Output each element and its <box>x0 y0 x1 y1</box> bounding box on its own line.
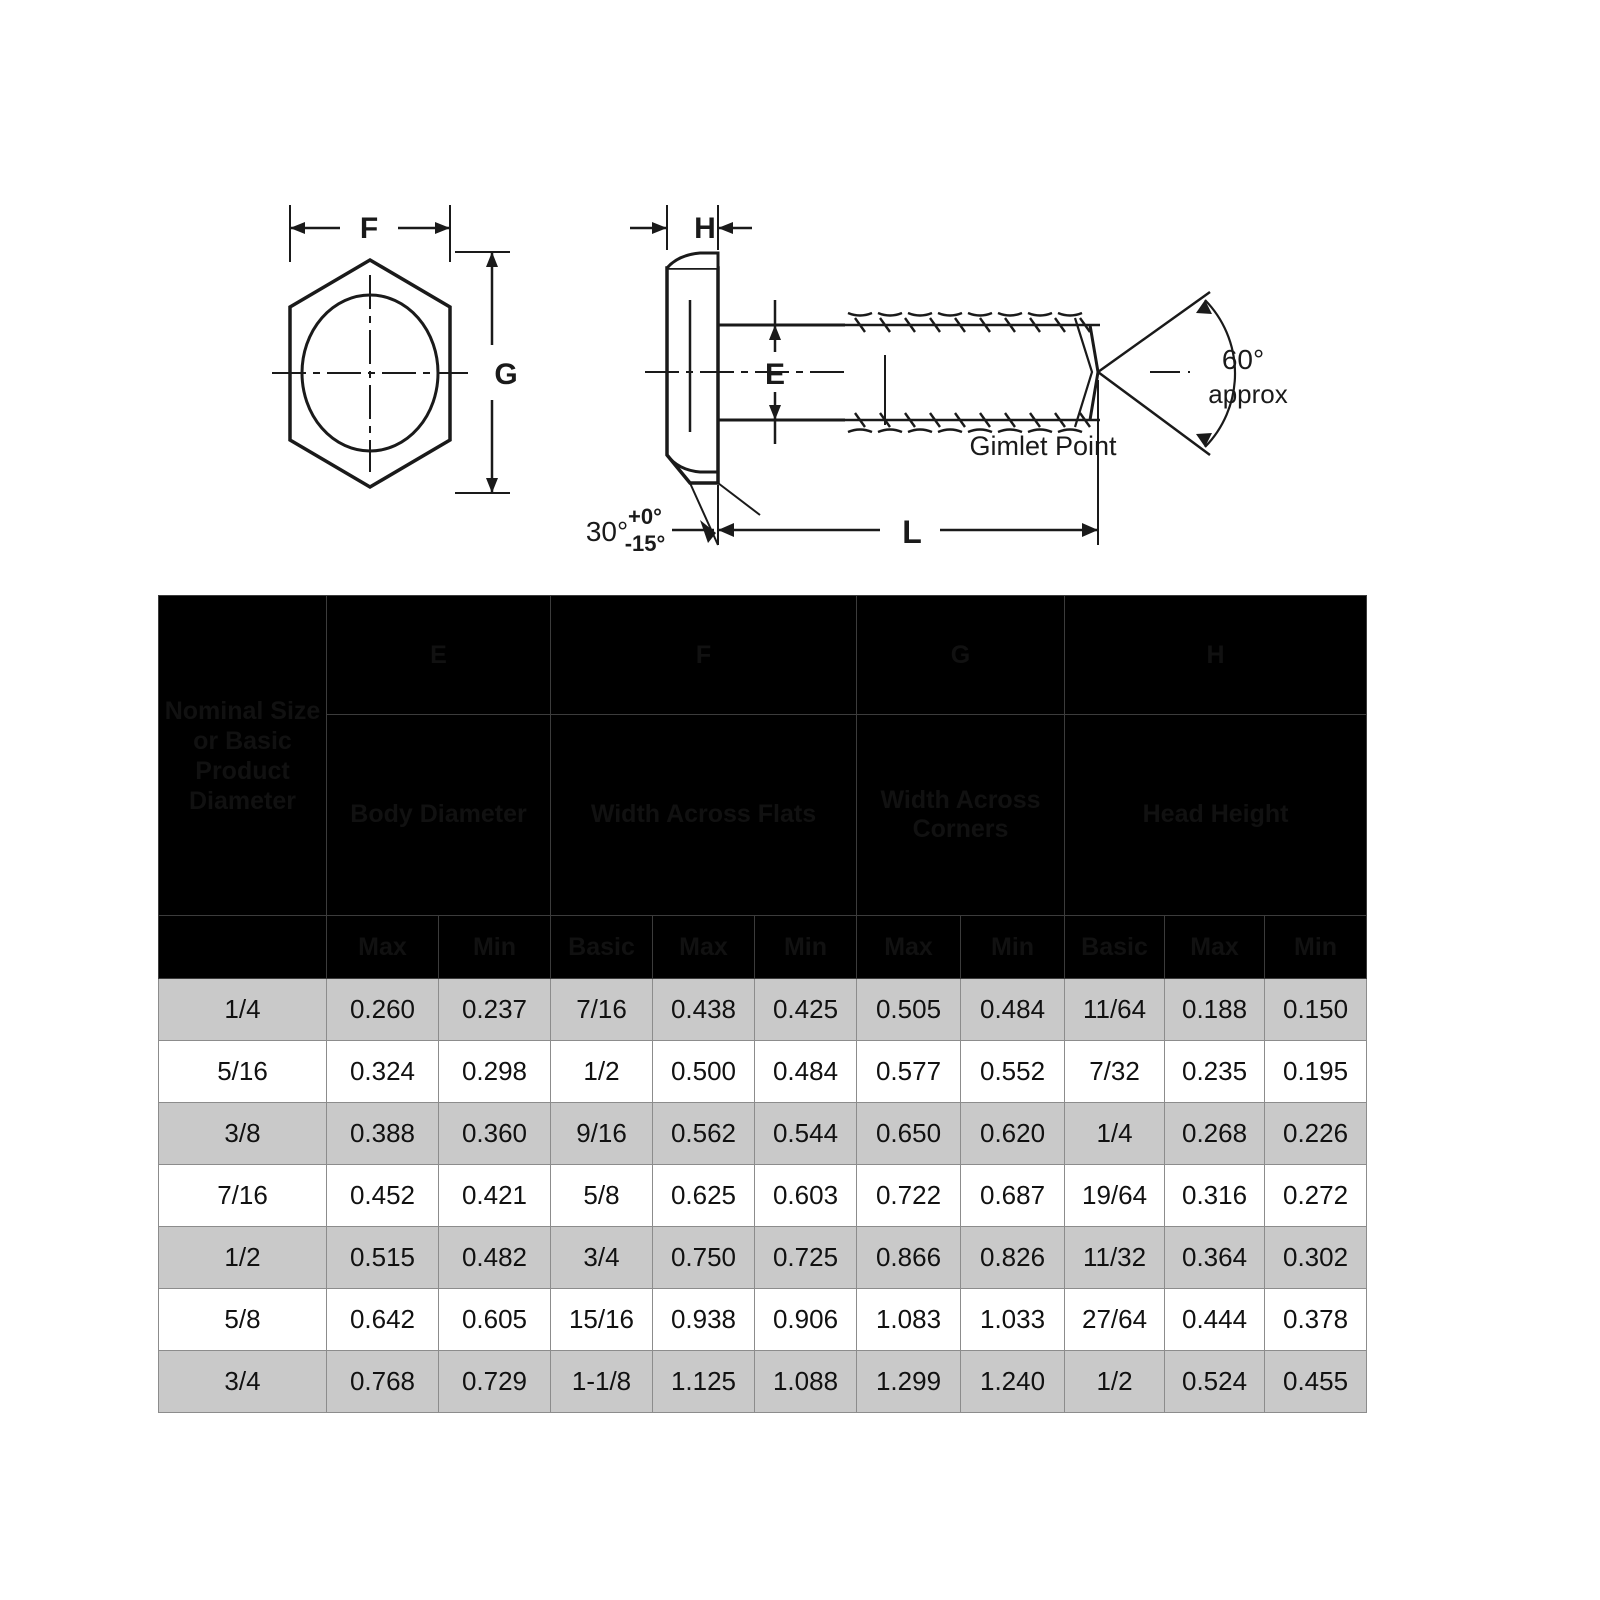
cell-value: 1/2 <box>551 1041 653 1103</box>
e-arrow-bottom <box>769 405 781 420</box>
label-e: E <box>764 358 786 391</box>
cell-value: 0.906 <box>755 1289 857 1351</box>
cell-value: 7/16 <box>551 979 653 1041</box>
cell-nominal: 1/4 <box>159 979 327 1041</box>
cell-value: 0.826 <box>961 1227 1065 1289</box>
cell-value: 0.237 <box>439 979 551 1041</box>
cell-value: 0.625 <box>653 1165 755 1227</box>
table-header-subheaders <box>159 916 1367 979</box>
header-sub-8: Max <box>1165 916 1265 979</box>
cell-value: 0.298 <box>439 1041 551 1103</box>
cell-value: 1-1/8 <box>551 1351 653 1413</box>
dimension-table-container <box>158 595 1366 1413</box>
f-arrow-right <box>435 222 450 234</box>
cell-value: 1/4 <box>1065 1103 1165 1165</box>
header-group-head-height: Head Height <box>1065 715 1367 916</box>
point-angle-arrow-top <box>1196 300 1212 314</box>
cell-value: 0.364 <box>1165 1227 1265 1289</box>
header-sub-3: Max <box>653 916 755 979</box>
label-f: F <box>359 212 379 245</box>
cell-value: 0.687 <box>961 1165 1065 1227</box>
label-point-angle: 60° <box>1221 344 1265 375</box>
cell-value: 0.750 <box>653 1227 755 1289</box>
h-arrow-left <box>652 222 667 234</box>
cell-value: 0.272 <box>1265 1165 1367 1227</box>
cell-value: 0.725 <box>755 1227 857 1289</box>
cell-value: 0.484 <box>755 1041 857 1103</box>
cell-value: 0.505 <box>857 979 961 1041</box>
cell-value: 0.620 <box>961 1103 1065 1165</box>
cell-value: 1.125 <box>653 1351 755 1413</box>
cell-value: 0.150 <box>1265 979 1367 1041</box>
cell-value: 9/16 <box>551 1103 653 1165</box>
cell-value: 0.605 <box>439 1289 551 1351</box>
cell-value: 0.768 <box>327 1351 439 1413</box>
e-arrow-top <box>769 325 781 340</box>
cell-value: 0.316 <box>1165 1165 1265 1227</box>
table-header-groups <box>159 715 1367 916</box>
cell-value: 5/8 <box>551 1165 653 1227</box>
header-letter-h: H <box>1065 596 1367 715</box>
bolt-dimension-diagram <box>0 0 1600 590</box>
cell-value: 0.722 <box>857 1165 961 1227</box>
header-group-width-across-corners: Width Across Corners <box>857 715 1065 916</box>
cell-value: 0.195 <box>1265 1041 1367 1103</box>
cell-value: 0.260 <box>327 979 439 1041</box>
table-row <box>159 979 1367 1041</box>
table-row <box>159 1227 1367 1289</box>
cell-value: 0.500 <box>653 1041 755 1103</box>
header-letter-g: G <box>857 596 1065 715</box>
angle-leader-line <box>718 483 760 515</box>
cell-value: 7/32 <box>1065 1041 1165 1103</box>
header-sub-4: Min <box>755 916 857 979</box>
bolt-head-side <box>667 268 718 483</box>
cell-value: 0.302 <box>1265 1227 1367 1289</box>
cell-value: 0.235 <box>1165 1041 1265 1103</box>
header-sub-blank <box>159 916 327 979</box>
label-head-angle: 30° <box>585 516 629 547</box>
h-arrow-right <box>718 222 733 234</box>
cell-nominal: 5/16 <box>159 1041 327 1103</box>
cell-value: 0.360 <box>439 1103 551 1165</box>
cell-value: 1.033 <box>961 1289 1065 1351</box>
cell-value: 0.577 <box>857 1041 961 1103</box>
cell-value: 0.455 <box>1265 1351 1367 1413</box>
cell-value: 0.544 <box>755 1103 857 1165</box>
header-sub-9: Min <box>1265 916 1367 979</box>
label-angle-tol-minus: -15° <box>624 531 666 556</box>
cell-value: 1.083 <box>857 1289 961 1351</box>
label-h: H <box>694 212 716 245</box>
cell-value: 0.524 <box>1165 1351 1265 1413</box>
gimlet-point-thread <box>1075 318 1092 427</box>
header-sub-0: Max <box>327 916 439 979</box>
cell-value: 19/64 <box>1065 1165 1165 1227</box>
cell-value: 0.650 <box>857 1103 961 1165</box>
l-arrow-left <box>718 523 734 537</box>
table-header-letters <box>159 596 1367 715</box>
header-sub-1: Min <box>439 916 551 979</box>
g-arrow-bottom <box>486 478 498 493</box>
cell-value: 0.388 <box>327 1103 439 1165</box>
header-group-width-across-flats: Width Across Flats <box>551 715 857 916</box>
table-row <box>159 1351 1367 1413</box>
label-l: L <box>902 514 922 550</box>
bolt-diagram-svg <box>0 0 1600 590</box>
cell-value: 0.552 <box>961 1041 1065 1103</box>
thread-section <box>845 313 1100 432</box>
cell-value: 0.421 <box>439 1165 551 1227</box>
table-row <box>159 1041 1367 1103</box>
table-row <box>159 1165 1367 1227</box>
cell-value: 0.452 <box>327 1165 439 1227</box>
cell-value: 0.268 <box>1165 1103 1265 1165</box>
cell-value: 3/4 <box>551 1227 653 1289</box>
cell-value: 11/64 <box>1065 979 1165 1041</box>
cell-value: 0.562 <box>653 1103 755 1165</box>
cell-value: 1.088 <box>755 1351 857 1413</box>
l-arrow-right <box>1082 523 1098 537</box>
cell-value: 0.425 <box>755 979 857 1041</box>
cell-value: 0.226 <box>1265 1103 1367 1165</box>
header-sub-7: Basic <box>1065 916 1165 979</box>
cell-value: 0.378 <box>1265 1289 1367 1351</box>
cell-value: 0.324 <box>327 1041 439 1103</box>
cell-value: 0.515 <box>327 1227 439 1289</box>
label-point-angle-note: approx <box>1208 379 1288 409</box>
label-g: G <box>494 358 518 391</box>
header-sub-2: Basic <box>551 916 653 979</box>
cell-value: 0.866 <box>857 1227 961 1289</box>
cell-nominal: 5/8 <box>159 1289 327 1351</box>
cell-value: 0.482 <box>439 1227 551 1289</box>
label-angle-tol-plus: +0° <box>628 504 662 529</box>
header-nominal-size: Nominal Size or Basic Product Diameter <box>159 596 327 916</box>
point-angle-upper <box>1098 292 1210 372</box>
cell-nominal: 3/4 <box>159 1351 327 1413</box>
cell-value: 0.444 <box>1165 1289 1265 1351</box>
cell-value: 1/2 <box>1065 1351 1165 1413</box>
cell-value: 1.240 <box>961 1351 1065 1413</box>
cell-nominal: 1/2 <box>159 1227 327 1289</box>
cell-value: 0.188 <box>1165 979 1265 1041</box>
cell-nominal: 7/16 <box>159 1165 327 1227</box>
cell-value: 0.938 <box>653 1289 755 1351</box>
header-group-body-diameter: Body Diameter <box>327 715 551 916</box>
table-row <box>159 1103 1367 1165</box>
cell-value: 0.642 <box>327 1289 439 1351</box>
dimension-table <box>158 595 1367 1413</box>
cell-value: 0.603 <box>755 1165 857 1227</box>
cell-value: 1.299 <box>857 1351 961 1413</box>
header-letter-e: E <box>327 596 551 715</box>
header-sub-5: Max <box>857 916 961 979</box>
cell-value: 27/64 <box>1065 1289 1165 1351</box>
g-arrow-top <box>486 252 498 267</box>
cell-value: 0.438 <box>653 979 755 1041</box>
f-arrow-left <box>290 222 305 234</box>
cell-nominal: 3/8 <box>159 1103 327 1165</box>
label-gimlet-point: Gimlet Point <box>969 431 1117 461</box>
header-letter-f: F <box>551 596 857 715</box>
cell-value: 15/16 <box>551 1289 653 1351</box>
cell-value: 11/32 <box>1065 1227 1165 1289</box>
cell-value: 0.729 <box>439 1351 551 1413</box>
table-row <box>159 1289 1367 1351</box>
header-sub-6: Min <box>961 916 1065 979</box>
bolt-head-top-chamfer <box>667 253 718 268</box>
cell-value: 0.484 <box>961 979 1065 1041</box>
